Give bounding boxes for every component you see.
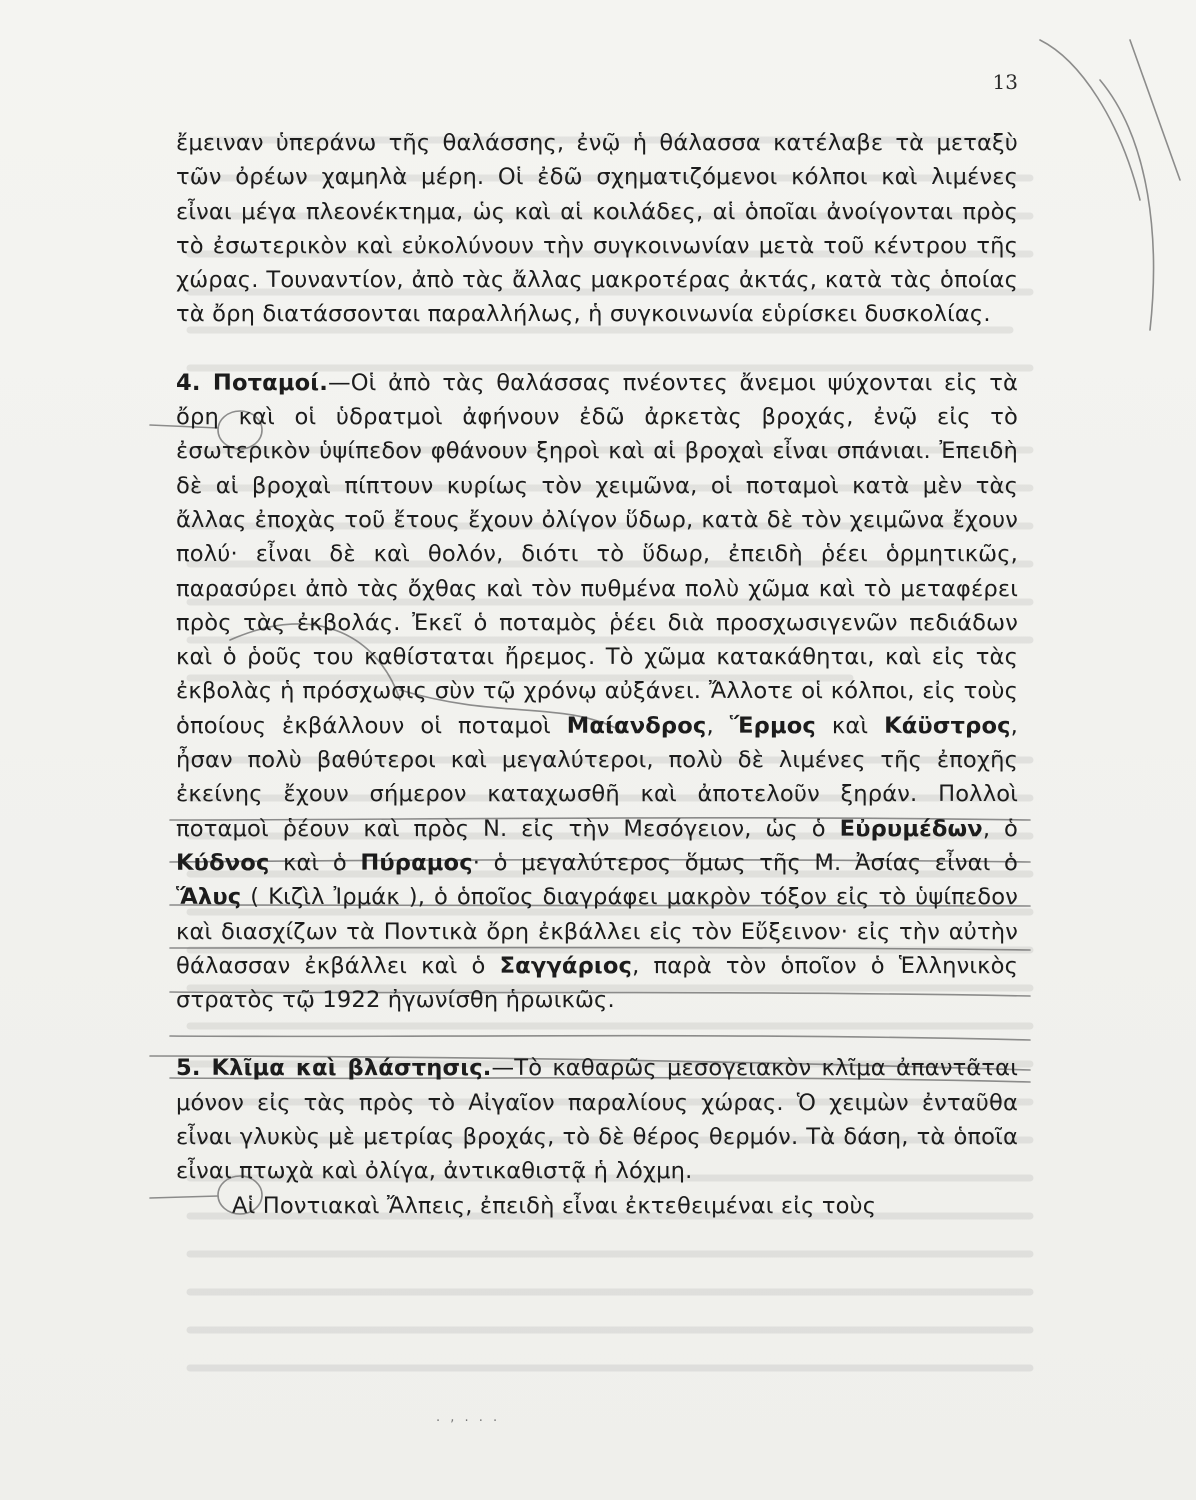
section-4-text: καὶ ὁ bbox=[269, 849, 361, 876]
section-4-text: · ὁ μεγαλύτερος ὅμως τῆς Μ. Ἀσίας εἶναι ὁ bbox=[472, 849, 1018, 876]
river-maiandros: Μαίανδρος bbox=[566, 712, 707, 739]
paragraph-pontic-alps: Αἱ Ποντιακαὶ Ἄλπεις, ἐπειδὴ εἶναι ἐκτεθειμέναι εἰς τοὺς bbox=[232, 1192, 877, 1219]
river-pyramos: Πύραμος bbox=[360, 849, 473, 876]
river-eurymedon: Εὐρυμέδων bbox=[839, 815, 983, 842]
section-4-text: , bbox=[706, 712, 730, 739]
river-sangarios: Σαγγάριος bbox=[499, 952, 633, 979]
section-4-text: καὶ bbox=[815, 712, 885, 739]
section-5-climate bbox=[176, 1051, 1018, 1188]
section-5-text: —Τὸ καθαρῶς μεσογειακὸν κλῖμα ἀπαντᾶται μόνον εἰς τὰς πρὸς τὸ Αἰγαῖον παραλίους χώρας. Ὁ χειμὼν ἐνταῦθα εἶναι γλυκὺς μὲ μετρίας βροχάς, τὸ δὲ θέρος θερμόν. Τὰ δάση, τὰ ὁποῖα εἶναι πτωχὰ καὶ ὀλίγα, ἀντικαθιστᾷ ἡ λόχμη. bbox=[176, 1055, 1018, 1185]
section-4-text: , ὁ bbox=[982, 815, 1018, 842]
paragraph-continuation: ἔμειναν ὑπεράνω τῆς θαλάσσης, ἐνῷ ἡ θάλασσα κατέλαβε τὰ μεταξὺ τῶν ὀρέων χαμηλὰ μέρη. Οἱ ἐδῶ σχηματιζόμενοι κόλποι καὶ λιμένες εἶναι μέγα πλεονέκτημα, ὡς καὶ αἱ κοιλάδες, αἱ ὁποῖαι ἀνοίγονται πρὸς τὸ ἐσωτερικὸν καὶ εὐκολύνουν τὴν συγκοινωνίαν μετὰ τοῦ κέντρου τῆς χώρας. Τουναντίον, ἀπὸ τὰς ἄλλας μακροτέρας ἀκτάς, κατὰ τὰς ὁποίας τὰ ὄρη διατάσσονται παραλλήλως, ἡ συγκοινωνία εὑρίσκει δυσκολίας. bbox=[176, 130, 1018, 328]
section-4-heading: 4. Ποταμοί. bbox=[176, 369, 328, 396]
page-number: 13 bbox=[992, 70, 1018, 94]
body-text bbox=[176, 126, 1018, 1223]
river-kydnos: Κύδνος bbox=[176, 849, 270, 876]
river-alys: Ἅλυς bbox=[176, 884, 242, 911]
section-4-rivers bbox=[176, 366, 1018, 1018]
section-5-heading: 5. Κλῖμα καὶ βλάστησις. bbox=[176, 1055, 492, 1082]
river-kaystros: Κάϋστρος bbox=[884, 712, 1011, 739]
section-4-text: , ἦσαν πολὺ βαθύτεροι καὶ μεγαλύτεροι, πολὺ δὲ λιμένες τῆς ἐποχῆς ἐκείνης ἔχουν σήμερον καταχωσθῆ καὶ ἀποτελοῦν ξηράν. Πολλοὶ ποταμοὶ ῥέουν καὶ πρὸς Ν. εἰς τὴν Μεσόγειον, ὡς ὁ bbox=[176, 712, 1019, 842]
section-4-text: —Οἱ ἀπὸ τὰς θαλάσσας πνέοντες ἄνεμοι ψύχονται εἰς τὰ ὄρη καὶ οἱ ὑδρατμοὶ ἀφήνουν ἐδῶ ἀρκετὰς βροχάς, ἐνῷ εἰς τὸ ἐσωτερικὸν ὑψίπεδον φθάνουν ξηροὶ καὶ αἱ βροχαὶ εἶναι σπάνιαι. Ἐπειδὴ δὲ αἱ βροχαὶ πίπτουν κυρίως τὸν χειμῶνα, οἱ ποταμοὶ κατὰ μὲν τὰς ἄλλας ἐποχὰς τοῦ ἔτους ἔχουν ὀλίγον ὕδωρ, κατὰ δὲ τὸν χειμῶνα ἔχουν πολύ· εἶναι δὲ καὶ θολόν, διότι τὸ ὕδωρ, ἐπειδὴ ῥέει ὁρμητικῶς, παρασύρει ἀπὸ τὰς ὄχθας καὶ τὸν πυθμένα πολὺ χῶμα καὶ τὸ μεταφέρει πρὸς τὰς ἐκβολάς. Ἐκεῖ ὁ ποταμὸς ῥέει διὰ προσχωσιγενῶν πεδιάδων καὶ ὁ ῥοῦς του καθίσταται ἤρεμος. Τὸ χῶμα κατακάθηται, καὶ εἰς τὰς ἐκβολὰς ἡ πρόσχωσις σὺν τῷ χρόνῳ αὐξάνει. Ἄλλοτε οἱ κόλποι, εἰς τοὺς ὁποίους ἐκβάλλουν οἱ ποταμοὶ bbox=[176, 369, 1018, 739]
section-4-text: , παρὰ τὸν ὁποῖον ὁ Ἑλληνικὸς στρατὸς τῷ 1922 ἠγωνίσθη ἡρωικῶς. bbox=[176, 952, 1018, 1014]
river-ermos: Ἕρμος bbox=[729, 712, 816, 739]
section-4-text: ( Κιζὶλ Ἰρμάκ ), ὁ ὁποῖος διαγράφει μακρὸν τόξον εἰς τὸ ὑψίπεδον καὶ διασχίζων τὰ Ποντικὰ ὄρη ἐκβάλλει εἰς τὸν Εὔξεινον· εἰς τὴν αὐτὴν θάλασσαν ἐκβάλλει καὶ ὁ bbox=[176, 884, 1018, 979]
footer-mark: . , . . . bbox=[436, 1410, 501, 1425]
